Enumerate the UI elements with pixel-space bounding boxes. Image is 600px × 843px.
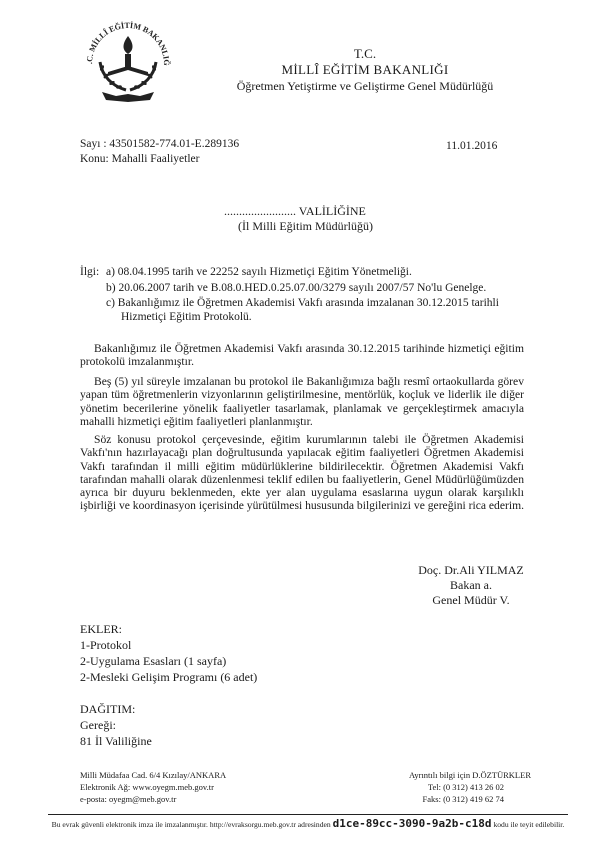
dagitim-label: DAĞITIM: bbox=[80, 702, 136, 716]
ilgi-c: c) Bakanlığımız ile Öğretmen Akademisi Vakfı arasında imzalanan 30.12.2015 tarihli bbox=[106, 297, 499, 309]
ilgi-label: İlgi: bbox=[80, 266, 100, 278]
contact-info: Ayrıntılı bilgi için D.ÖZTÜRKLER bbox=[409, 770, 531, 780]
letter-date: 11.01.2016 bbox=[446, 140, 498, 152]
ekler-label: EKLER: bbox=[80, 622, 122, 636]
dagitim-line-1: Gereği: bbox=[80, 718, 116, 732]
sayi-line: Sayı : 43501582-774.01-E.289136 bbox=[80, 138, 240, 150]
recipient-sub: (İl Milli Eğitim Müdürlüğü) bbox=[238, 219, 373, 233]
logo-arc-text: .C. MİLLÎ EĞİTİM BAKANLIĞ bbox=[84, 20, 172, 66]
ilgi-c-cont: Hizmetiçi Eğitim Protokolü. bbox=[121, 311, 252, 323]
header-department: Öğretmen Yetiştirme ve Geliştirme Genel Müdürlüğü bbox=[236, 79, 494, 93]
ekler-item-3: 2-Mesleki Gelişim Programı (6 adet) bbox=[80, 670, 258, 684]
footer-text-pre: Bu evrak güvenli elektronik imza ile imzalanmıştır. http://evraksorgu.meb.gov.tr adresinden bbox=[51, 820, 331, 829]
dagitim-line-2: 81 İl Valiliğine bbox=[80, 734, 152, 748]
signatory-title-2: Genel Müdür V. bbox=[432, 593, 510, 607]
signatory-title-1: Bakan a. bbox=[450, 578, 492, 592]
ilgi-b: b) 20.06.2007 tarih ve B.08.0.HED.0.25.07.00/3279 sayılı 2007/57 No'lu Genelge. bbox=[106, 282, 487, 294]
verification-code: d1ce-89cc-3090-9a2b-c18d bbox=[332, 817, 492, 830]
contact-fax: Faks: (0 312) 419 62 74 bbox=[422, 794, 504, 804]
contact-web: Elektronik Ağ: www.oyegm.meb.gov.tr bbox=[80, 782, 214, 792]
contact-tel: Tel: (0 312) 413 26 02 bbox=[427, 782, 504, 792]
header-ministry: MİLLÎ EĞİTİM BAKANLIĞI bbox=[281, 62, 449, 77]
footer-divider bbox=[48, 814, 568, 815]
body-paragraph-1: Bakanlığımız ile Öğretmen Akademisi Vakfı arasında 30.12.2015 tarihinde hizmetiçi eğitim protokolü imzalanmıştır. bbox=[80, 342, 524, 369]
signatory-name: Doç. Dr.Ali YILMAZ bbox=[418, 563, 524, 577]
contact-address: Milli Müdafaa Cad. 6/4 Kızılay/ANKARA bbox=[80, 770, 227, 780]
ministry-logo bbox=[82, 14, 174, 106]
footer-text-post: kodu ile teyit edilebilir. bbox=[493, 820, 565, 829]
body-paragraph-3: Söz konusu protokol çerçevesinde, eğitim kurumlarının talebi ile Öğretmen Akademisi Vakfı'nın hazırlayacağı plan doğrultusunda yapılacak eğitim faaliyetleri Öğretmen Akademisi Vakfı tarafından il milli eğitim müdürlüklerine bildirilecektir. Öğretmen Akademisi Vakfı tarafından mahalli olarak düzenlenmesi teklif edilen bu faaliyetlerin, Genel Müdürlüğümüzden ayrıca bir duyuru beklenmeden, ekte yer alan uygulama esaslarına uygun olarak karşılıklı işbirliği ve koordinasyon içerisinde yürütülmesi hususunda bilgilerinizi ve gereğini rica ederim. bbox=[80, 433, 524, 513]
body-paragraph-2: Beş (5) yıl süreyle imzalanan bu protokol ile Bakanlığımıza bağlı resmî ortaokullarda görev yapan tüm öğretmenlerin vizyonlarının geliştirilmesine, mentörlük, koçluk ve liderlik ile diğer yönetim becerilerine yönelik faaliyetler tasarlamak, planlamak ve gerçekleştirmek amacıyla mahalli hizmetiçi eğitim faaliyetleri planlanmıştır. bbox=[80, 375, 524, 428]
header-country: T.C. bbox=[353, 46, 377, 61]
contact-email: e-posta: oyegm@meb.gov.tr bbox=[80, 794, 177, 804]
recipient-line: ........................ VALİLİĞİNE bbox=[224, 204, 366, 218]
ekler-item-1: 1-Protokol bbox=[80, 638, 132, 652]
konu-line: Konu: Mahalli Faaliyetler bbox=[80, 153, 200, 165]
ekler-item-2: 2-Uygulama Esasları (1 sayfa) bbox=[80, 654, 227, 668]
footer-verification bbox=[48, 817, 568, 830]
ilgi-a: a) 08.04.1995 tarih ve 22252 sayılı Hizmetiçi Eğitim Yönetmeliği. bbox=[106, 266, 412, 278]
